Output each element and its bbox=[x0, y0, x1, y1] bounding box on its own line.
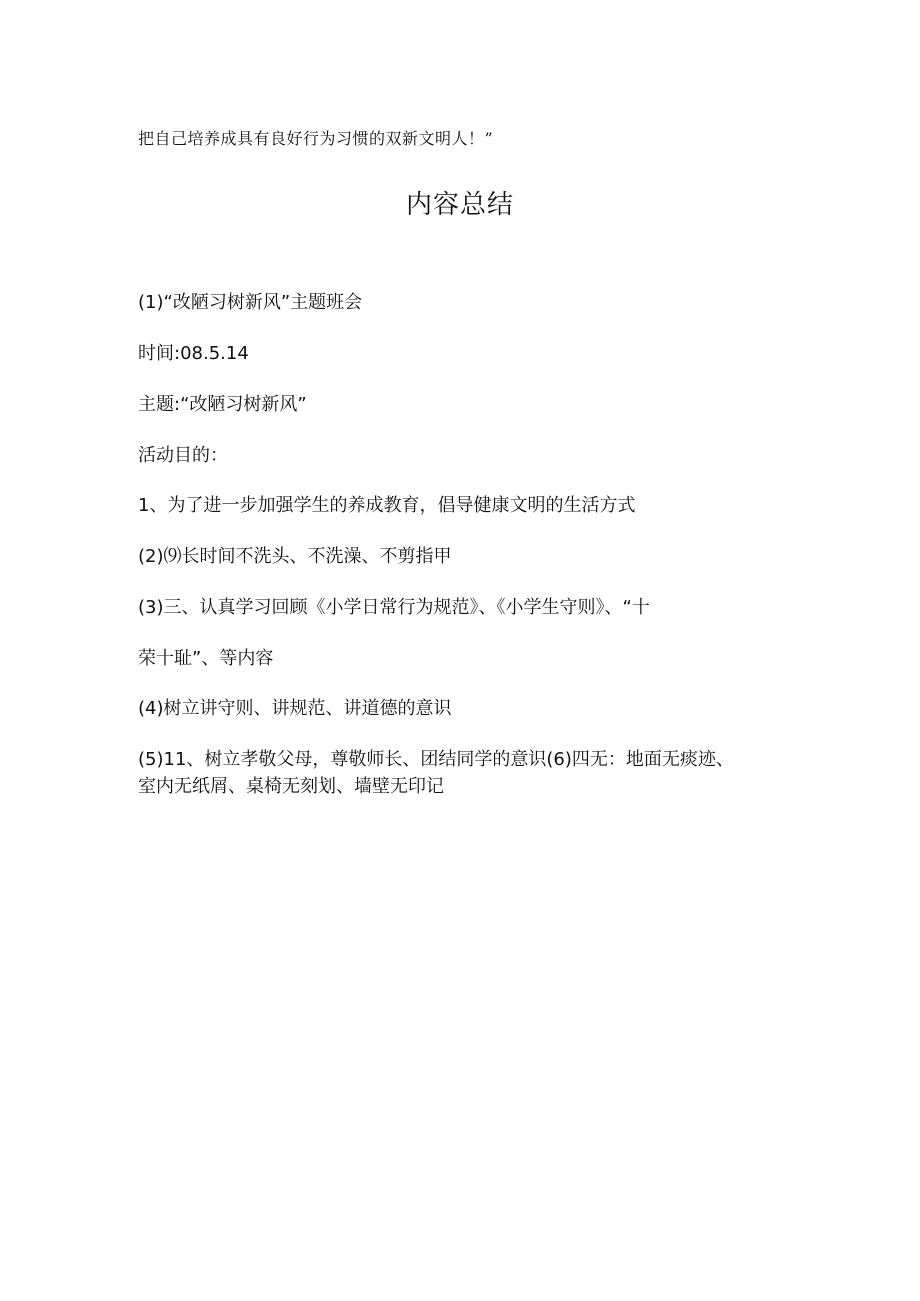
text-line: 荣十耻”、等内容 bbox=[138, 648, 274, 669]
text-line: 时间:08.5.14 bbox=[138, 343, 249, 364]
text-line: (5)11、树立孝敬父母，尊敬师长、团结同学的意识(6)四无：地面无痰迹、 bbox=[138, 749, 734, 770]
page-title: 内容总结 bbox=[405, 190, 514, 220]
text-line: 主题:“改陋习树新风” bbox=[138, 394, 307, 415]
text-line: 1、为了进一步加强学生的养成教育，倡导健康文明的生活方式 bbox=[138, 495, 636, 516]
intro-line: 把自己培养成具有良好行为习惯的双新文明人！” bbox=[138, 129, 494, 148]
text-line: 活动目的： bbox=[138, 445, 228, 466]
text-line: (2)⑼长时间不洗头、不洗澡、不剪指甲 bbox=[138, 546, 452, 567]
text-line: (4)树立讲守则、讲规范、讲道德的意识 bbox=[138, 698, 452, 719]
text-line: 室内无纸屑、桌椅无刻划、墙壁无印记 bbox=[138, 776, 444, 797]
text-line: (3)三、认真学习回顾《小学日常行为规范》、《小学生守则》、“十 bbox=[138, 597, 650, 618]
text-line: (1)“改陋习树新风”主题班会 bbox=[138, 292, 363, 313]
